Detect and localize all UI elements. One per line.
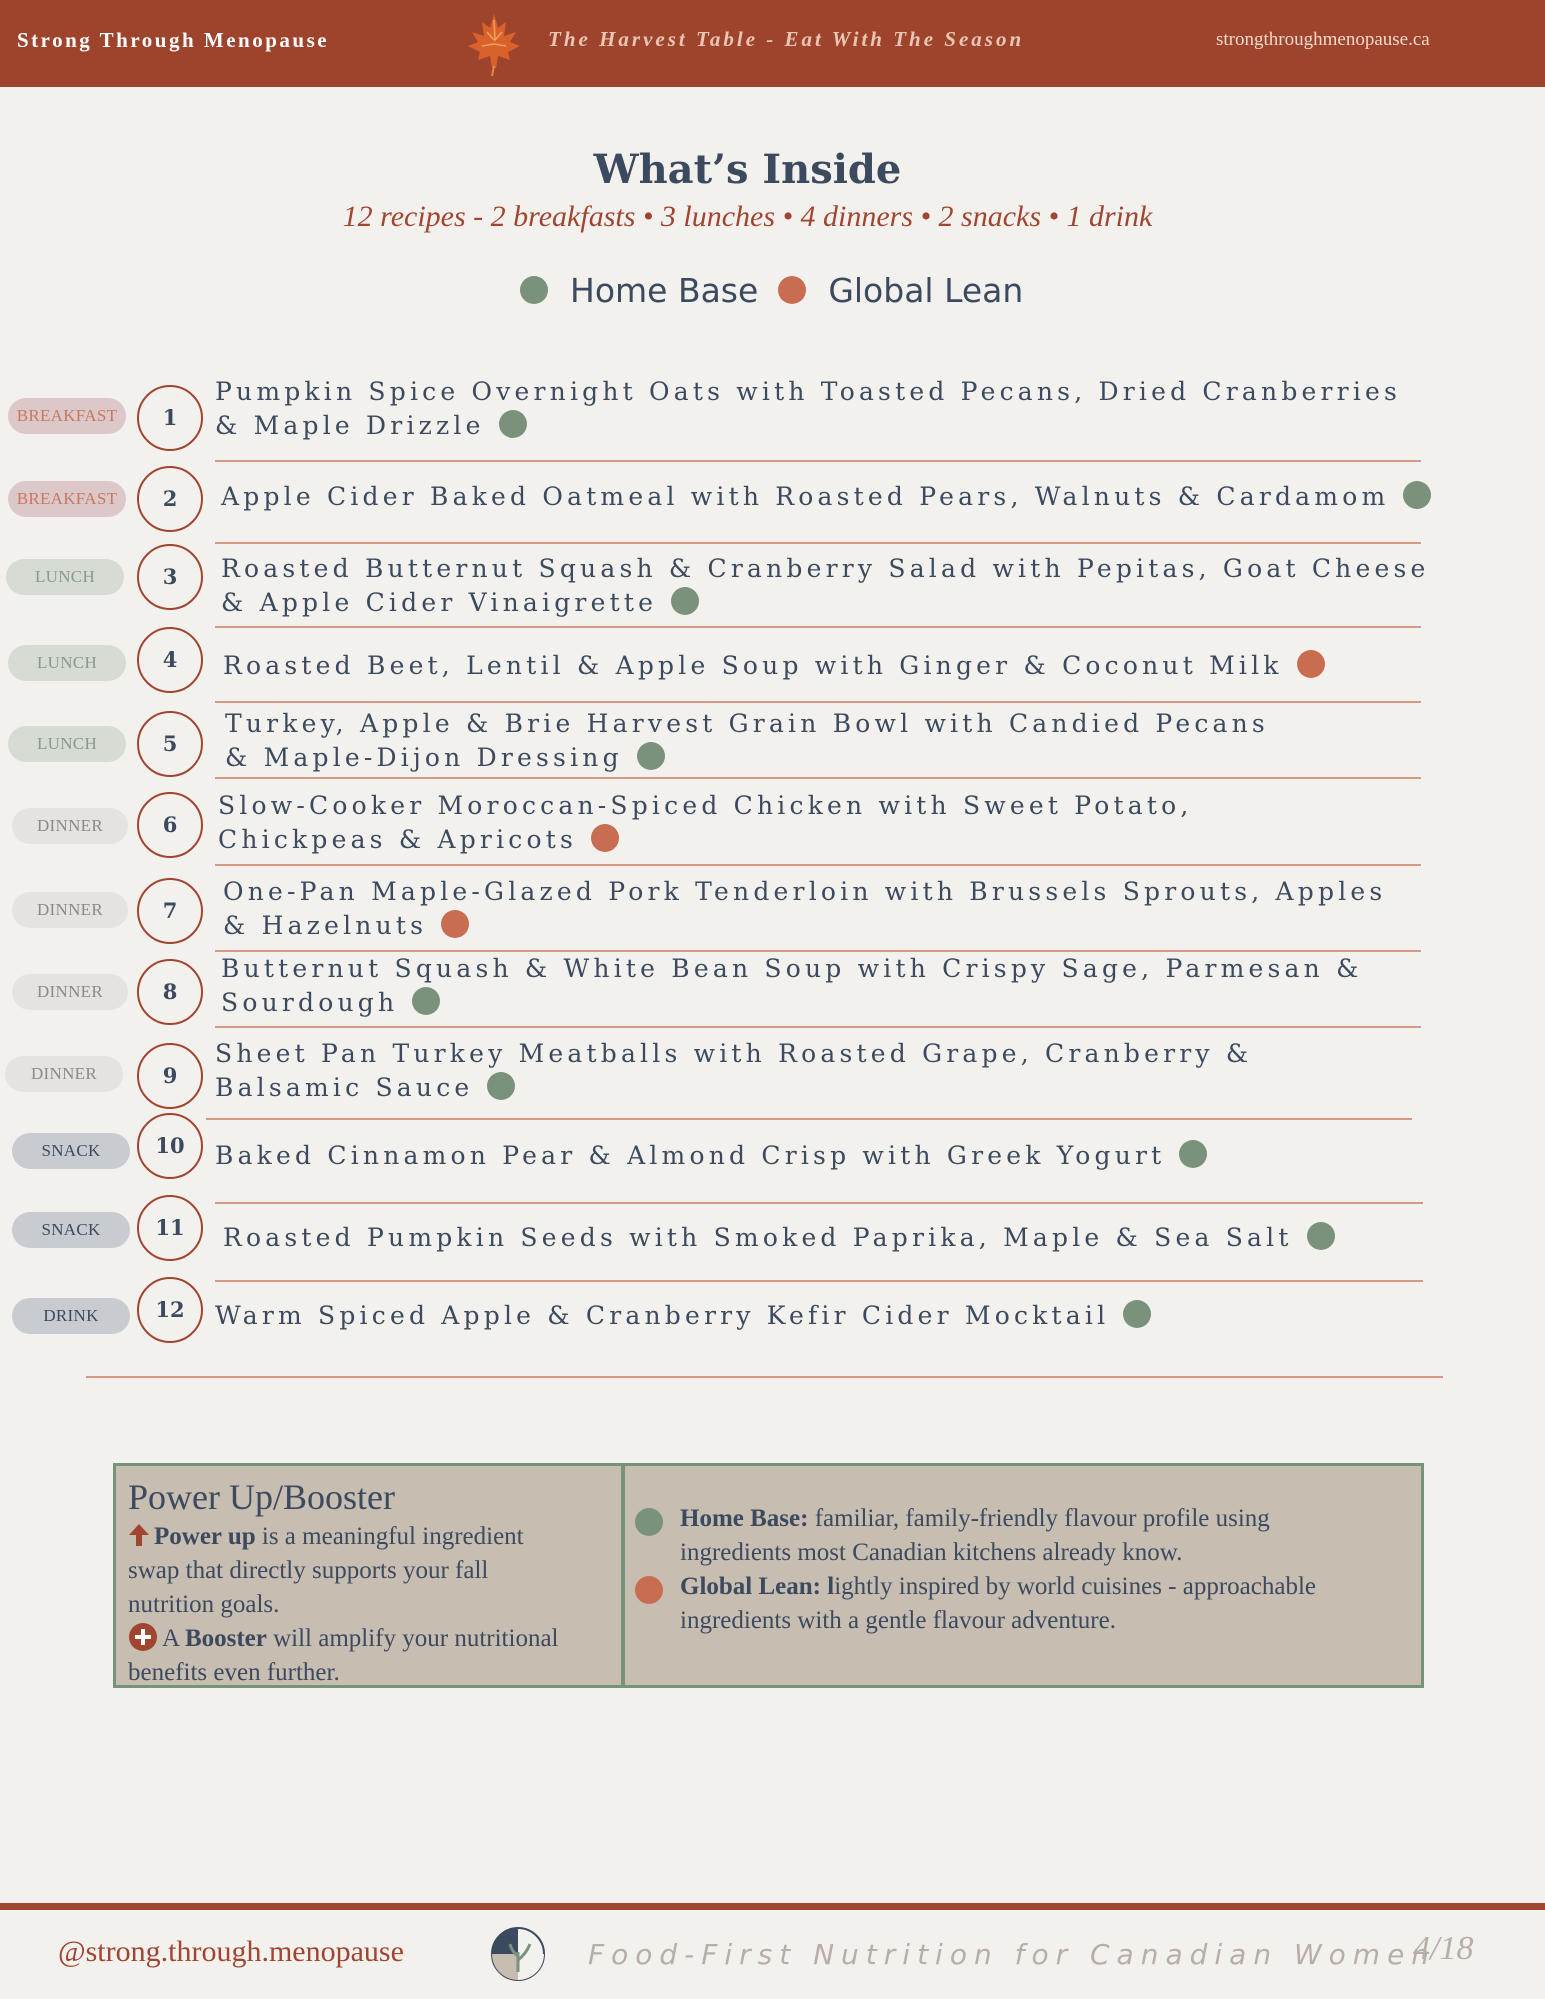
global-lean-dot-icon	[778, 276, 806, 304]
row-divider	[215, 1202, 1423, 1204]
website-url[interactable]: strongthroughmenopause.ca	[1216, 29, 1430, 50]
recipe-number-badge: 1	[137, 385, 203, 451]
home-base-text: familiar, family-friendly flavour profile using	[808, 1505, 1270, 1532]
recipe-title[interactable]	[221, 480, 1431, 514]
power-up-booster-box	[113, 1463, 624, 1688]
row-divider	[206, 1118, 1412, 1120]
global-lean-term: Global Lean: l	[680, 1573, 835, 1600]
category-badge: LUNCH	[6, 559, 124, 595]
recipe-number-badge: 12	[137, 1277, 203, 1343]
global-lean-dot-icon	[441, 910, 469, 938]
home-base-dot-icon	[520, 276, 548, 304]
home-base-dot-icon	[671, 587, 699, 615]
recipe-title-line: Sheet Pan Turkey Meatballs with Roasted Grape, Cranberry &	[215, 1039, 1253, 1068]
row-divider	[215, 864, 1421, 866]
series-title: The Harvest Table - Eat With The Season	[548, 27, 1025, 51]
recipe-title[interactable]	[215, 375, 1401, 443]
brand-name: Strong Through Menopause	[17, 28, 330, 52]
footer-tagline: Food-First Nutrition for Canadian Women	[588, 1938, 1437, 1971]
home-base-term: Home Base:	[680, 1505, 809, 1532]
home-base-dot-icon	[1123, 1300, 1151, 1328]
recipe-title-line: Pumpkin Spice Overnight Oats with Toasted Pecans, Dried Cranberries	[215, 377, 1402, 406]
legend-global-lean: Global Lean	[828, 270, 1024, 310]
social-handle[interactable]: @strong.through.menopause	[58, 1935, 404, 1968]
page-subtitle: 12 recipes - 2 breakfasts • 3 lunches • 4 dinners • 2 snacks • 1 drink	[342, 200, 1153, 233]
recipe-title-line: & Hazelnuts	[223, 909, 1386, 943]
category-badge: BREAKFAST	[8, 398, 126, 434]
list-end-divider	[86, 1376, 1443, 1378]
recipe-title[interactable]	[215, 1037, 1252, 1105]
recipe-number-badge: 4	[137, 627, 203, 693]
recipe-title[interactable]	[215, 1139, 1207, 1173]
brand-logo-icon	[490, 1926, 546, 1982]
recipe-title-line: Warm Spiced Apple & Cranberry Kefir Cider Mocktail	[215, 1299, 1151, 1333]
power-box-title: Power Up/Booster	[128, 1477, 395, 1517]
recipe-number-badge: 2	[137, 466, 203, 532]
home-base-dot-icon	[1179, 1140, 1207, 1168]
power-up-term: Power up	[154, 1523, 256, 1550]
home-base-dot-icon	[637, 742, 665, 770]
recipe-number-badge: 10	[137, 1113, 203, 1179]
recipe-title-line: One-Pan Maple-Glazed Pork Tenderloin with Brussels Sprouts, Apples	[223, 877, 1387, 906]
recipe-title-line: Turkey, Apple & Brie Harvest Grain Bowl with Candied Pecans	[225, 709, 1269, 738]
global-lean-text-2: ingredients with a gentle flavour adventure.	[680, 1607, 1116, 1634]
recipe-title-line: Baked Cinnamon Pear & Almond Crisp with Greek Yogurt	[215, 1139, 1207, 1173]
recipe-title-line: Slow-Cooker Moroccan-Spiced Chicken with Sweet Potato,	[218, 791, 1193, 820]
global-lean-key	[635, 1570, 1395, 1638]
legend	[520, 268, 1043, 312]
category-badge: BREAKFAST	[8, 481, 126, 517]
recipe-title-line: & Maple-Dijon Dressing	[225, 741, 1269, 775]
style-key-box	[622, 1463, 1424, 1688]
category-badge: DINNER	[12, 974, 128, 1010]
maple-leaf-icon	[462, 10, 526, 78]
recipe-title-line: Roasted Butternut Squash & Cranberry Salad with Pepitas, Goat Cheese	[221, 554, 1430, 583]
booster-plus-icon	[128, 1622, 158, 1652]
recipe-title-line: Sourdough	[221, 986, 1363, 1020]
home-base-dot-icon	[1403, 481, 1431, 509]
recipe-number-badge: 6	[137, 792, 203, 858]
recipe-number-badge: 5	[137, 711, 203, 777]
recipe-title[interactable]	[225, 707, 1269, 775]
home-base-text-2: ingredients most Canadian kitchens already know.	[680, 1539, 1183, 1566]
home-base-dot-icon	[412, 987, 440, 1015]
booster-pre: A	[162, 1625, 185, 1652]
recipe-title[interactable]	[223, 875, 1386, 943]
category-badge: DINNER	[12, 892, 128, 928]
power-up-text: is a meaningful ingredient	[255, 1523, 524, 1550]
booster-text: will amplify your nutritional	[266, 1625, 559, 1652]
recipe-title-line: Butternut Squash & White Bean Soup with Crispy Sage, Parmesan &	[221, 954, 1363, 983]
global-lean-dot-icon	[635, 1576, 663, 1604]
recipe-title-line: Chickpeas & Apricots	[218, 823, 1193, 857]
power-box-body	[128, 1520, 608, 1690]
recipe-title[interactable]	[218, 789, 1193, 857]
row-divider	[215, 1280, 1423, 1282]
recipe-title-line: Roasted Pumpkin Seeds with Smoked Paprika, Maple & Sea Salt	[223, 1221, 1335, 1255]
row-divider	[215, 701, 1421, 703]
power-up-arrow-icon	[128, 1523, 150, 1547]
page-title: What’s Inside	[593, 146, 902, 193]
legend-home-base: Home Base	[570, 270, 759, 310]
home-base-dot-icon	[1307, 1222, 1335, 1250]
category-badge: SNACK	[12, 1212, 130, 1248]
recipe-number-badge: 7	[137, 878, 203, 944]
recipe-title-line: Balsamic Sauce	[215, 1071, 1252, 1105]
category-badge: SNACK	[12, 1133, 130, 1169]
recipe-title-line: & Apple Cider Vinaigrette	[221, 586, 1429, 620]
recipe-title[interactable]	[221, 952, 1363, 1020]
category-badge: DRINK	[12, 1298, 130, 1334]
home-base-key	[635, 1502, 1395, 1570]
home-base-dot-icon	[635, 1508, 663, 1536]
booster-term: Booster	[184, 1625, 267, 1652]
category-badge: LUNCH	[8, 645, 126, 681]
global-lean-dot-icon	[1297, 650, 1325, 678]
recipe-title[interactable]	[215, 1299, 1151, 1333]
recipe-number-badge: 9	[137, 1043, 203, 1109]
recipe-title-line: & Maple Drizzle	[215, 409, 1401, 443]
recipe-title-line: Apple Cider Baked Oatmeal with Roasted Pears, Walnuts & Cardamom	[221, 480, 1431, 514]
recipe-title[interactable]	[223, 1221, 1335, 1255]
recipe-title[interactable]	[223, 649, 1325, 683]
home-base-dot-icon	[487, 1072, 515, 1100]
row-divider	[215, 626, 1421, 628]
recipe-title[interactable]	[221, 552, 1429, 620]
category-badge: LUNCH	[8, 726, 126, 762]
category-badge: DINNER	[12, 808, 128, 844]
row-divider	[215, 460, 1421, 462]
booster-text-2: benefits even further.	[128, 1659, 340, 1686]
recipe-number-badge: 8	[137, 959, 203, 1025]
row-divider	[215, 542, 1421, 544]
global-lean-text: ightly inspired by world cuisines - approachable	[834, 1573, 1317, 1600]
power-up-text-2: swap that directly supports your fall	[128, 1557, 489, 1584]
recipe-number-badge: 3	[137, 544, 203, 610]
category-badge: DINNER	[5, 1056, 123, 1092]
footer-divider	[0, 1903, 1545, 1910]
power-up-text-3: nutrition goals.	[128, 1591, 280, 1618]
row-divider	[215, 777, 1421, 779]
header-bar	[0, 0, 1545, 87]
recipe-number-badge: 11	[137, 1195, 203, 1261]
recipe-title-line: Roasted Beet, Lentil & Apple Soup with Ginger & Coconut Milk	[223, 649, 1325, 683]
global-lean-dot-icon	[591, 824, 619, 852]
page-number: 4/18	[1413, 1930, 1474, 1967]
home-base-dot-icon	[499, 410, 527, 438]
row-divider	[215, 1026, 1421, 1028]
